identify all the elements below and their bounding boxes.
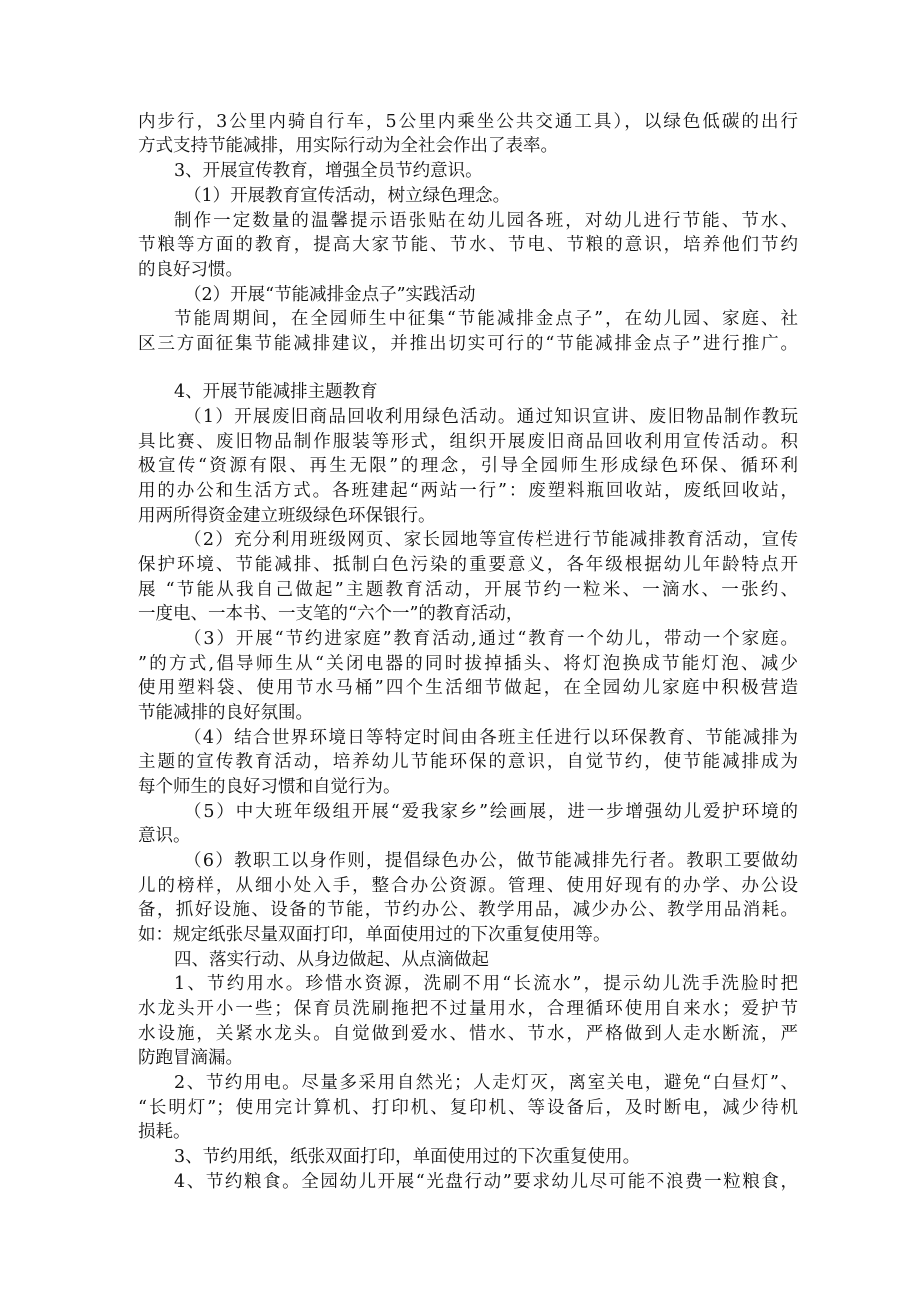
text-line: 节能周期间，在全园师生中征集“节能减排金点子”，在幼儿园、家庭、社 <box>174 309 798 329</box>
text-line: 制作一定数量的温馨提示语张贴在幼儿园各班，对幼儿进行节能、节水、 <box>174 211 798 231</box>
text-line: 保护环境、节能减排、抵制白色污染的重要意义，各年级根据幼儿年龄特点开 <box>138 555 798 575</box>
text-line: 备，抓好设施、设备的节能，节约办公、教学用品，减少办公、教学用品消耗。 <box>138 900 798 920</box>
text-line: （4）结合世界环境日等特定时间由各班主任进行以环保教育、节能减排为 <box>184 728 798 748</box>
text-line: 用的办公和生活方式。各班建起“两站一行”：废塑料瓶回收站，废纸回收站， <box>138 481 798 501</box>
text-line: 具比赛、废旧物品制作服装等形式，组织开展废旧商品回收利用宣传活动。积 <box>138 432 798 452</box>
text-line: 内步行，3公里内骑自行车，5公里内乘坐公共交通工具），以绿色低碳的出行 <box>138 112 798 132</box>
text-line: 用两所得资金建立班级绿色环保银行。 <box>138 506 436 526</box>
text-line: 如：规定纸张尽量双面打印，单面使用过的下次重复使用等。 <box>138 925 611 945</box>
text-line: 节粮等方面的教育，提高大家节能、节水、节电、节粮的意识，培养他们节约 <box>138 235 798 255</box>
text-line: 极宣传“资源有限、再生无限”的理念，引导全园师生形成绿色环保、循环利 <box>138 456 798 476</box>
text-line: 损耗。 <box>138 1122 191 1142</box>
text-line: 4、节约粮食。全园幼儿开展“光盘行动”要求幼儿尽可能不浪费一粒粮食， <box>174 1172 798 1192</box>
text-line: 水设施，关紧水龙头。自觉做到爱水、惜水、节水，严格做到人走水断流，严 <box>138 1024 798 1044</box>
text-line: 水龙头开小一些；保育员洗刷拖把不过量用水，合理循环使用自来水；爱护节 <box>138 999 798 1019</box>
text-line: （1）开展废旧商品回收利用绿色活动。通过知识宣讲、废旧物品制作教玩 <box>184 407 798 427</box>
text-line: 节能减排的良好氛围。 <box>138 703 313 723</box>
section-heading: 四、落实行动、从身边做起、从点滴做起 <box>174 950 489 970</box>
text-line: 儿的榜样，从细小处入手，整合办公资源。管理、使用好现有的办学、办公设 <box>138 876 798 896</box>
text-line: （6）教职工以身作则，提倡绿色办公，做节能减排先行者。教职工要做幼 <box>184 851 798 871</box>
text-line: 区三方面征集节能减排建议，并推出切实可行的“节能减排金点子”进行推广。 <box>138 334 798 354</box>
text-line: （2）充分利用班级网页、家长园地等宣传栏进行节能减排教育活动，宣传 <box>184 530 798 550</box>
text-line: ”的方式,倡导师生从“关闭电器的同时拔掉插头、将灯泡换成节能灯泡、减少 <box>138 654 798 674</box>
section-heading: 4、开展节能减排主题教育 <box>174 382 378 402</box>
text-line: 3、节约用纸，纸张双面打印，单面使用过的下次重复使用。 <box>174 1147 641 1167</box>
text-line: 主题的宣传教育活动，培养幼儿节能环保的意识，自觉节约，使节能减排成为 <box>138 752 798 772</box>
text-line: 方式支持节能减排，用实际行动为全社会作出了表率。 <box>138 136 558 156</box>
text-line: 意识。 <box>138 826 191 846</box>
text-line: 使用塑料袋、使用节水马桶”四个生活细节做起，在全园幼儿家庭中积极营造 <box>138 678 798 698</box>
section-heading: 3、开展宣传教育，增强全员节约意识。 <box>174 161 483 181</box>
text-line: 1、节约用水。珍惜水资源，洗刷不用“长流水”，提示幼儿洗手洗脸时把 <box>174 974 798 994</box>
text-line: 展 “节能从我自己做起”主题教育活动，开展节约一粒米、一滴水、一张约、 <box>138 580 798 600</box>
text-line: （5）中大班年级组开展“爱我家乡”绘画展，进一步增强幼儿爱护环境的 <box>184 802 798 822</box>
subsection-heading: （2）开展“节能减排金点子”实践活动 <box>184 285 476 305</box>
text-line: 2、节约用电。尽量多采用自然光；人走灯灭，离室关电，避免“白昼灯”、 <box>174 1073 798 1093</box>
text-line: 一度电、一本书、一支笔的“六个一”的教育活动， <box>138 604 524 624</box>
text-line: 每个师生的良好习惯和自觉行为。 <box>138 777 401 797</box>
subsection-heading: （1）开展教育宣传活动，树立绿色理念。 <box>184 186 511 206</box>
text-line: （3）开展“节约进家庭”教育活动,通过“教育一个幼儿，带动一个家庭。 <box>184 629 798 649</box>
text-line: 防跑冒滴漏。 <box>138 1048 243 1068</box>
text-line: “长明灯”；使用完计算机、打印机、复印机、等设备后，及时断电，减少待机 <box>138 1098 798 1118</box>
text-line: 的良好习惯。 <box>138 260 243 280</box>
